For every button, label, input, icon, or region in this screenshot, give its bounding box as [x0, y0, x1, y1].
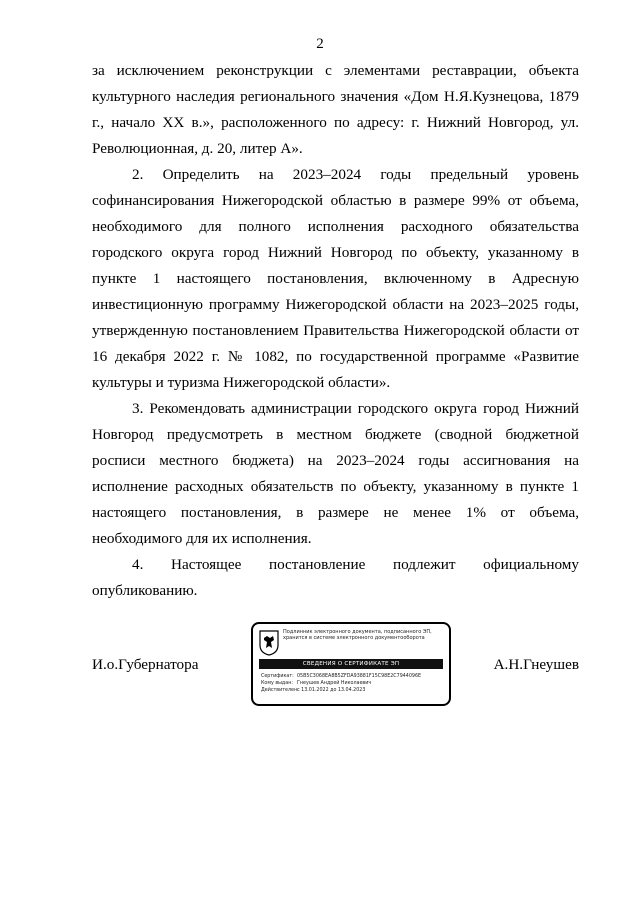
document-body — [92, 58, 579, 604]
paragraph-item-4: 4. Настоящее постановление подлежит официальному опубликованию. — [92, 556, 579, 599]
coat-of-arms-icon — [259, 630, 279, 656]
cert-label: Сертификат: — [261, 674, 294, 679]
issued-value: Гнеушев Андрей Николаевич — [297, 681, 372, 686]
valid-value: с 13.01.2022 до 13.04.2023 — [297, 688, 366, 693]
signature-block — [92, 620, 579, 710]
page-number: 2 — [316, 36, 324, 52]
valid-label: Действителен: — [261, 688, 299, 693]
cert-value: 05B5C3068EA8B5ZFDA93881F15C98E2C7944096E — [297, 674, 422, 679]
paragraph-item-3: 3. Рекомендовать администрации городского округа город Нижний Новгород предусмотреть в местном бюджете (сводной бюджетной росписи местного бюджета) на 2023–2024 годы ассигнования на исполнение расходных обязательств по объекту, указанному в пункте 1 настоящего постановления, в размере не менее 1% от объема, необходимого для их исполнения. — [92, 400, 579, 547]
paragraph-continuation: за исключением реконструкции с элементами реставрации, объекта культурного наследия регионального значения «Дом Н.Я.Кузнецова, 1879 г., начало XX в.», расположенного по адресу: г. Нижний Новгород, ул. Революционная, д. 20, литер А». — [92, 62, 579, 157]
stamp-header-text: Подлинник электронного документа, подписанного ЭП, хранится в системе электронного документооборота — [283, 629, 432, 641]
stamp-certificate-heading: СВЕДЕНИЯ О СЕРТИФИКАТЕ ЭП — [259, 659, 443, 669]
paragraph-item-2: 2. Определить на 2023–2024 годы предельный уровень софинансирования Нижегородской областью в размере 99% от объема, необходимого для полного исполнения расходного обязательства городского округа город Нижний Новгород по объекту, указанному в пункте 1 настоящего постановления, включенному в Адресную инвестиционную программу Нижегородской области на 2023–2025 годы, утвержденную постановлением Правительства Нижегородской области от 16 декабря 2022 г. № 1082, по государственной программе «Развитие культуры и туризма Нижегородской области». — [92, 166, 579, 391]
stamp-details — [261, 673, 445, 694]
signer-title: И.о.Губернатора — [92, 656, 199, 673]
issued-label: Кому выдан: — [261, 681, 293, 686]
electronic-signature-stamp — [251, 622, 451, 706]
signer-name: А.Н.Гнеушев — [493, 656, 579, 673]
